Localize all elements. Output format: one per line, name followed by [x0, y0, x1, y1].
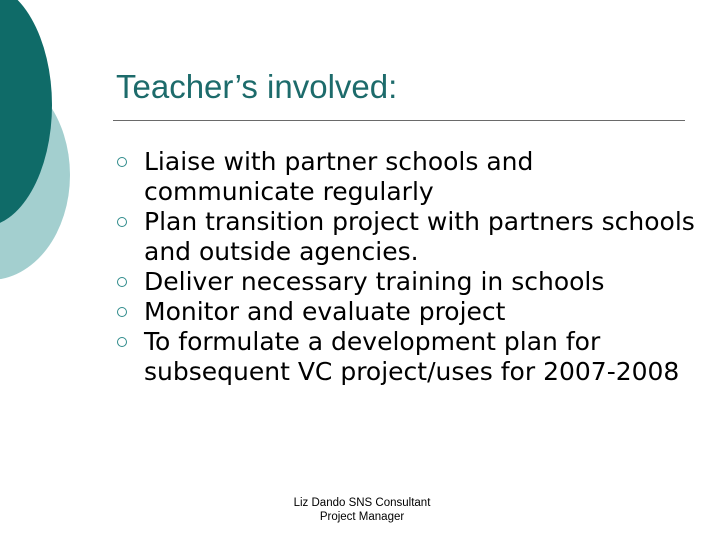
footer-author: Liz Dando SNS Consultant [293, 497, 431, 509]
hollow-circle-icon [117, 337, 127, 347]
bullet-text: To formulate a development plan for subsequent VC project/uses for 2007-2008 [144, 327, 680, 386]
bullet-text: Deliver necessary training in schools [144, 267, 605, 296]
slide-title: Teacher’s involved: [116, 68, 398, 105]
hollow-circle-icon [117, 157, 127, 167]
bullet-item [116, 207, 696, 267]
corner-decoration [0, 0, 120, 300]
bullet-item [116, 267, 696, 297]
bullet-text: Monitor and evaluate project [144, 297, 506, 326]
footer-role: Project Manager [319, 511, 405, 523]
bullet-list [116, 147, 696, 387]
title-divider [113, 120, 685, 121]
bullet-text: Liaise with partner schools and communicate regularly [144, 147, 534, 206]
hollow-circle-icon [117, 217, 127, 227]
bullet-item [116, 297, 696, 327]
bullet-text: Plan transition project with partners schools and outside agencies. [144, 207, 695, 266]
hollow-circle-icon [117, 307, 127, 317]
bullet-item [116, 327, 696, 387]
slide-footer [252, 496, 472, 524]
bullet-item [116, 147, 696, 207]
hollow-circle-icon [117, 277, 127, 287]
